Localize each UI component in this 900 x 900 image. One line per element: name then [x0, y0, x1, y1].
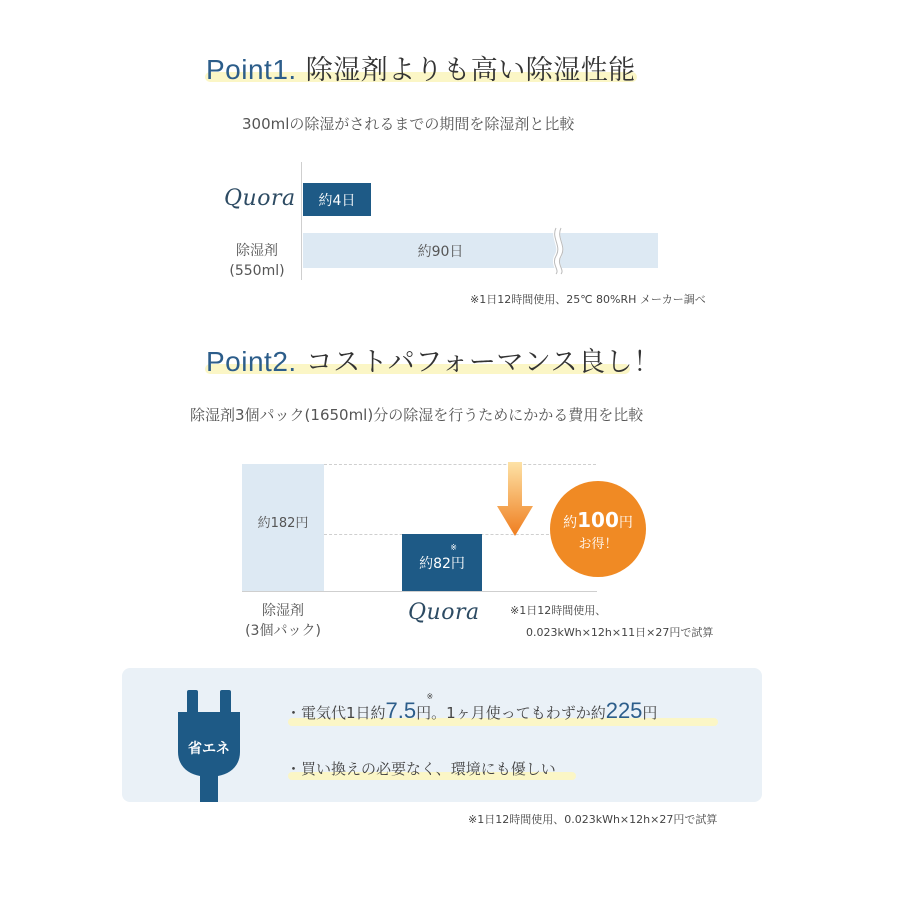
point2-desiccant-label-line2: (3個パック)	[245, 623, 321, 639]
point1-prefix: Point1.	[206, 54, 297, 85]
energy-icon-label: 省エネ	[188, 741, 230, 757]
energy-line1-b: 。1ヶ月使ってもわずか約	[431, 704, 606, 722]
point2-baseline	[242, 591, 597, 592]
point1-title	[206, 48, 636, 87]
down-arrow-icon	[497, 462, 533, 536]
badge-prefix: 約	[563, 515, 578, 531]
point2-quora-bar	[402, 534, 482, 591]
point2-heading: コストパフォーマンス良し！	[305, 347, 661, 378]
point2-quora-logo: Quora	[408, 600, 480, 625]
energy-note: ※1日12時間使用、0.023kWh×12h×27円で試算	[468, 813, 718, 826]
badge-amount: 100	[577, 508, 619, 532]
point1-heading: 除湿剤よりも高い除湿性能	[305, 55, 636, 86]
point1-desiccant-label-line2: (550ml)	[229, 263, 285, 279]
point1-quora-logo: Quora	[224, 186, 296, 211]
point2-desiccant-label-line1: 除湿剤	[262, 603, 304, 619]
energy-line1	[286, 692, 658, 724]
point1-desiccant-label-line1: 除湿剤	[236, 243, 278, 259]
point2-note-line2: 0.023kWh×12h×11日×27円で試算	[526, 626, 714, 639]
point2-title	[206, 340, 661, 379]
point2-note-line1: ※1日12時間使用、	[510, 604, 607, 617]
point2-quora-value: 約82円	[419, 555, 465, 572]
energy-line1-a: ・電気代1日約	[286, 704, 386, 722]
point1-desiccant-bar	[303, 233, 658, 268]
energy-line1-amount2: 225	[605, 698, 643, 723]
energy-line2: ・買い換えの必要なく、環境にも優しい	[286, 760, 556, 778]
point1-note: ※1日12時間使用、25℃ 80%RH メーカー調べ	[470, 293, 706, 306]
point2-prefix: Point2.	[206, 346, 297, 377]
point2-quora-value-mark: ※	[450, 542, 457, 552]
point2-desiccant-label	[238, 601, 328, 641]
point2-desiccant-bar	[242, 464, 324, 591]
energy-line1-amount: 7.5	[385, 698, 417, 723]
point1-axis	[301, 162, 302, 280]
point2-subtitle: 除湿剤3個パック(1650ml)分の除湿を行うためにかかる費用を比較	[190, 406, 644, 424]
energy-line1-unit2: 円	[642, 704, 658, 722]
axis-break-icon	[550, 226, 570, 276]
point1-subtitle: 300mlの除湿がされるまでの期間を除湿剤と比較	[242, 115, 575, 133]
badge-line2: お得！	[578, 537, 618, 552]
point2-top-dashline	[324, 464, 596, 465]
savings-badge	[550, 481, 646, 577]
badge-unit: 円	[618, 515, 633, 531]
energy-line1-unit: 円	[416, 704, 432, 722]
point1-quora-value: 約4日	[318, 192, 356, 209]
point1-desiccant-value: 約90日	[417, 243, 464, 260]
point1-desiccant-label	[222, 241, 292, 281]
energy-line1-mark: ※	[426, 692, 434, 701]
point1-quora-bar	[303, 183, 371, 216]
point2-desiccant-value: 約182円	[257, 516, 309, 531]
